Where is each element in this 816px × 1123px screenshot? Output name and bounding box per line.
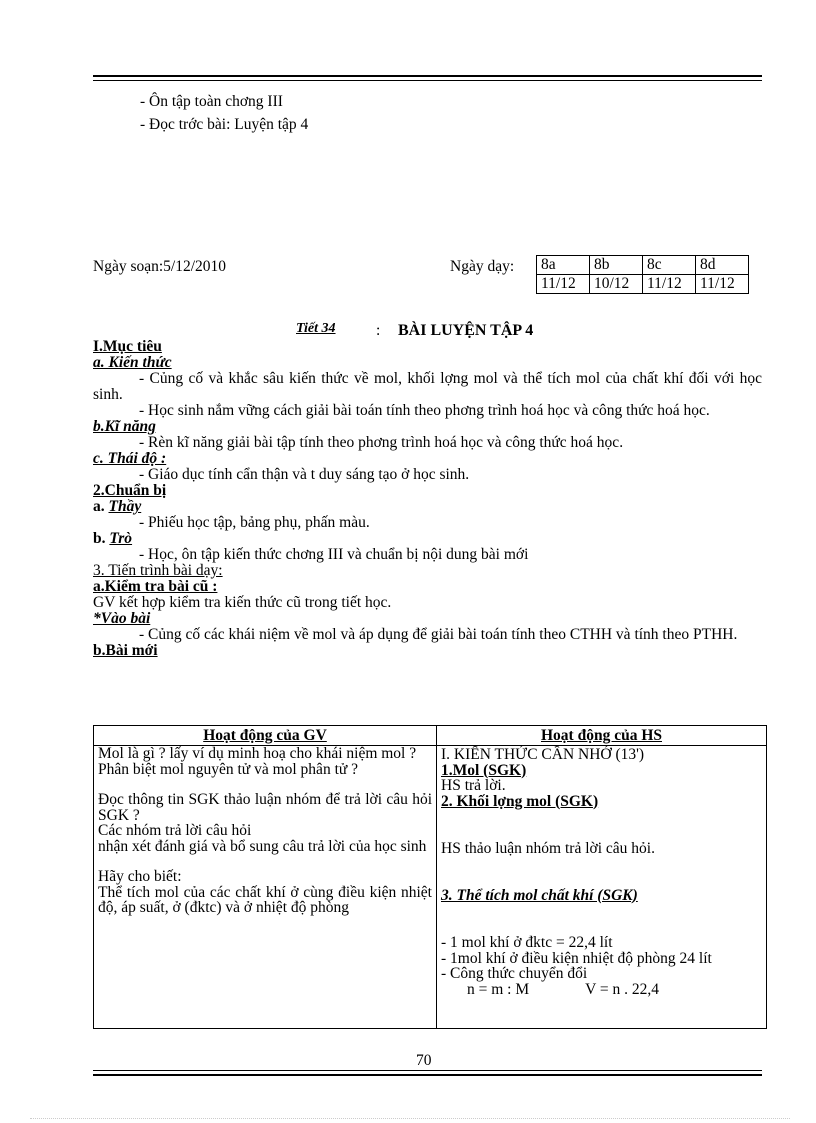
title-separator: : — [376, 322, 381, 339]
gv-q7: Thể tích mol của các chất khí ở cùng điều kiện nhiệt độ, áp suất, ở (đktc) và ở nhiệt độ phòng — [98, 883, 432, 916]
hs-a1: HS trả lời. — [441, 777, 506, 794]
lesson-title: BÀI LUYỆN TẬP 4 — [398, 322, 534, 339]
lesson-number: Tiết 34 — [296, 321, 336, 336]
s3-intro-heading: *Vào bài — [93, 610, 151, 627]
hs-a2: HS thảo luận nhóm trả lời câu hỏi. — [441, 840, 655, 857]
class-cell: 8a — [537, 256, 590, 275]
lesson-body — [93, 339, 762, 659]
s3-a-text: GV kết hợp kiểm tra kiến thức cũ trong tiết học. — [93, 594, 392, 611]
class-cell: 8b — [590, 256, 643, 275]
ngay-soan: Ngày soạn:5/12/2010 — [93, 258, 227, 275]
hs-spacer — [441, 903, 762, 935]
s1-b-heading: b.Kĩ năng — [93, 418, 156, 435]
top-note-2: - Đọc trớc bài: Luyện tập 4 — [140, 116, 309, 133]
s1-c-heading: c. Thái độ : — [93, 450, 167, 467]
gv-header: Hoạt động của GV — [94, 726, 437, 746]
hs-spacer — [441, 809, 762, 841]
hs-a5: - Công thức chuyển đổi — [441, 965, 588, 982]
gv-q1: Mol là gì ? lấy ví dụ minh hoạ cho khái niệm mol ? — [98, 745, 417, 762]
s2-a-label: Thầy — [108, 498, 142, 515]
formula-n: n = m : M — [467, 980, 530, 998]
top-note-1: - Ôn tập toàn chơng III — [140, 93, 283, 110]
ngay-day-label: Ngày dạy: — [450, 258, 515, 275]
hs-h0: I. KIẾN THỨC CẦN NHỚ (13') — [441, 746, 645, 763]
hs-spacer — [441, 857, 762, 888]
activities-table — [93, 725, 767, 1029]
s2-a-prefix: a. — [93, 498, 105, 515]
hs-h2: 2. Khối lợng mol (SGK) — [441, 792, 599, 810]
gv-spacer — [98, 777, 432, 792]
hs-column — [437, 746, 767, 1029]
page-edge — [30, 1118, 790, 1119]
s1-a-item: - Học sinh nắm vững cách giải bài toán tính theo phơng trình hoá học và công thức hoá học. — [139, 402, 710, 419]
hs-h1: 1.Mol (SGK) — [441, 761, 527, 779]
footer-rule-thin — [93, 1070, 762, 1071]
class-cell: 8d — [696, 256, 749, 275]
hs-a4: - 1mol khí ở điều kiện nhiệt độ phòng 24 lít — [441, 949, 712, 967]
date-cell: 11/12 — [537, 275, 590, 294]
s3-heading: 3. Tiến trình bài dạy: — [93, 562, 223, 579]
hs-h3: 3. Thể tích mol chất khí (SGK) — [441, 886, 638, 904]
s1-c-item: - Giáo dục tính cẩn thận và t duy sáng tạo ở học sinh. — [139, 466, 470, 483]
gv-spacer — [98, 854, 432, 869]
s1-heading: I.Mục tiêu — [93, 338, 162, 355]
gv-q6: Hãy cho biết: — [98, 868, 182, 885]
s1-a-heading: a. Kiến thức — [93, 354, 172, 371]
s2-b-heading — [93, 531, 762, 547]
hs-header: Hoạt động của HS — [437, 726, 767, 746]
gv-q5: nhận xét đánh giá và bổ sung câu trả lời của học sinh — [98, 837, 427, 855]
s3-intro-text: - Củng cố các khái niệm về mol và áp dụng để giải bài toán tính theo CTHH và tính theo PTHH. — [139, 626, 738, 643]
s2-heading: 2.Chuẩn bị — [93, 482, 167, 499]
date-cell: 10/12 — [590, 275, 643, 294]
hs-formulas — [441, 982, 762, 998]
hs-a3: - 1 mol khí ở đktc = 22,4 lít — [441, 934, 613, 951]
header-rule-thick — [93, 75, 762, 77]
class-cell: 8c — [643, 256, 696, 275]
date-cell: 11/12 — [643, 275, 696, 294]
s2-a-heading — [93, 499, 762, 515]
date-cell: 11/12 — [696, 275, 749, 294]
s1-a-item: - Củng cố và khắc sâu kiến thức về mol, khối lợng mol và thể tích mol của chất khí đối với học sinh. — [93, 370, 762, 403]
s2-b-prefix: b. — [93, 530, 106, 547]
gv-q4: Các nhóm trả lời câu hỏi — [98, 822, 252, 839]
s2-a-item: - Phiếu học tập, bảng phụ, phấn màu. — [139, 514, 370, 531]
s2-b-item: - Học, ôn tập kiến thức chơng III và chuẩn bị nội dung bài mới — [139, 546, 529, 563]
footer-rule-thick — [93, 1074, 762, 1076]
gv-q2: Phân biệt mol nguyên tử và mol phân tử ? — [98, 760, 359, 778]
gv-column — [94, 746, 437, 1029]
s3-b-heading: b.Bài mới — [93, 642, 158, 659]
header-rule-thin — [93, 80, 762, 81]
gv-q3: Đọc thông tin SGK thảo luận nhóm để trả lời câu hỏi SGK ? — [98, 791, 432, 824]
s2-b-label: Trò — [109, 530, 133, 547]
formula-v: V = n . 22,4 — [585, 980, 660, 998]
s3-a-heading: a.Kiểm tra bài cũ : — [93, 578, 218, 595]
s1-b-item: - Rèn kĩ năng giải bài tập tính theo phơng trình hoá học và công thức hoá học. — [139, 434, 624, 451]
schedule-table — [536, 255, 749, 294]
page-number: 70 — [416, 1052, 432, 1069]
